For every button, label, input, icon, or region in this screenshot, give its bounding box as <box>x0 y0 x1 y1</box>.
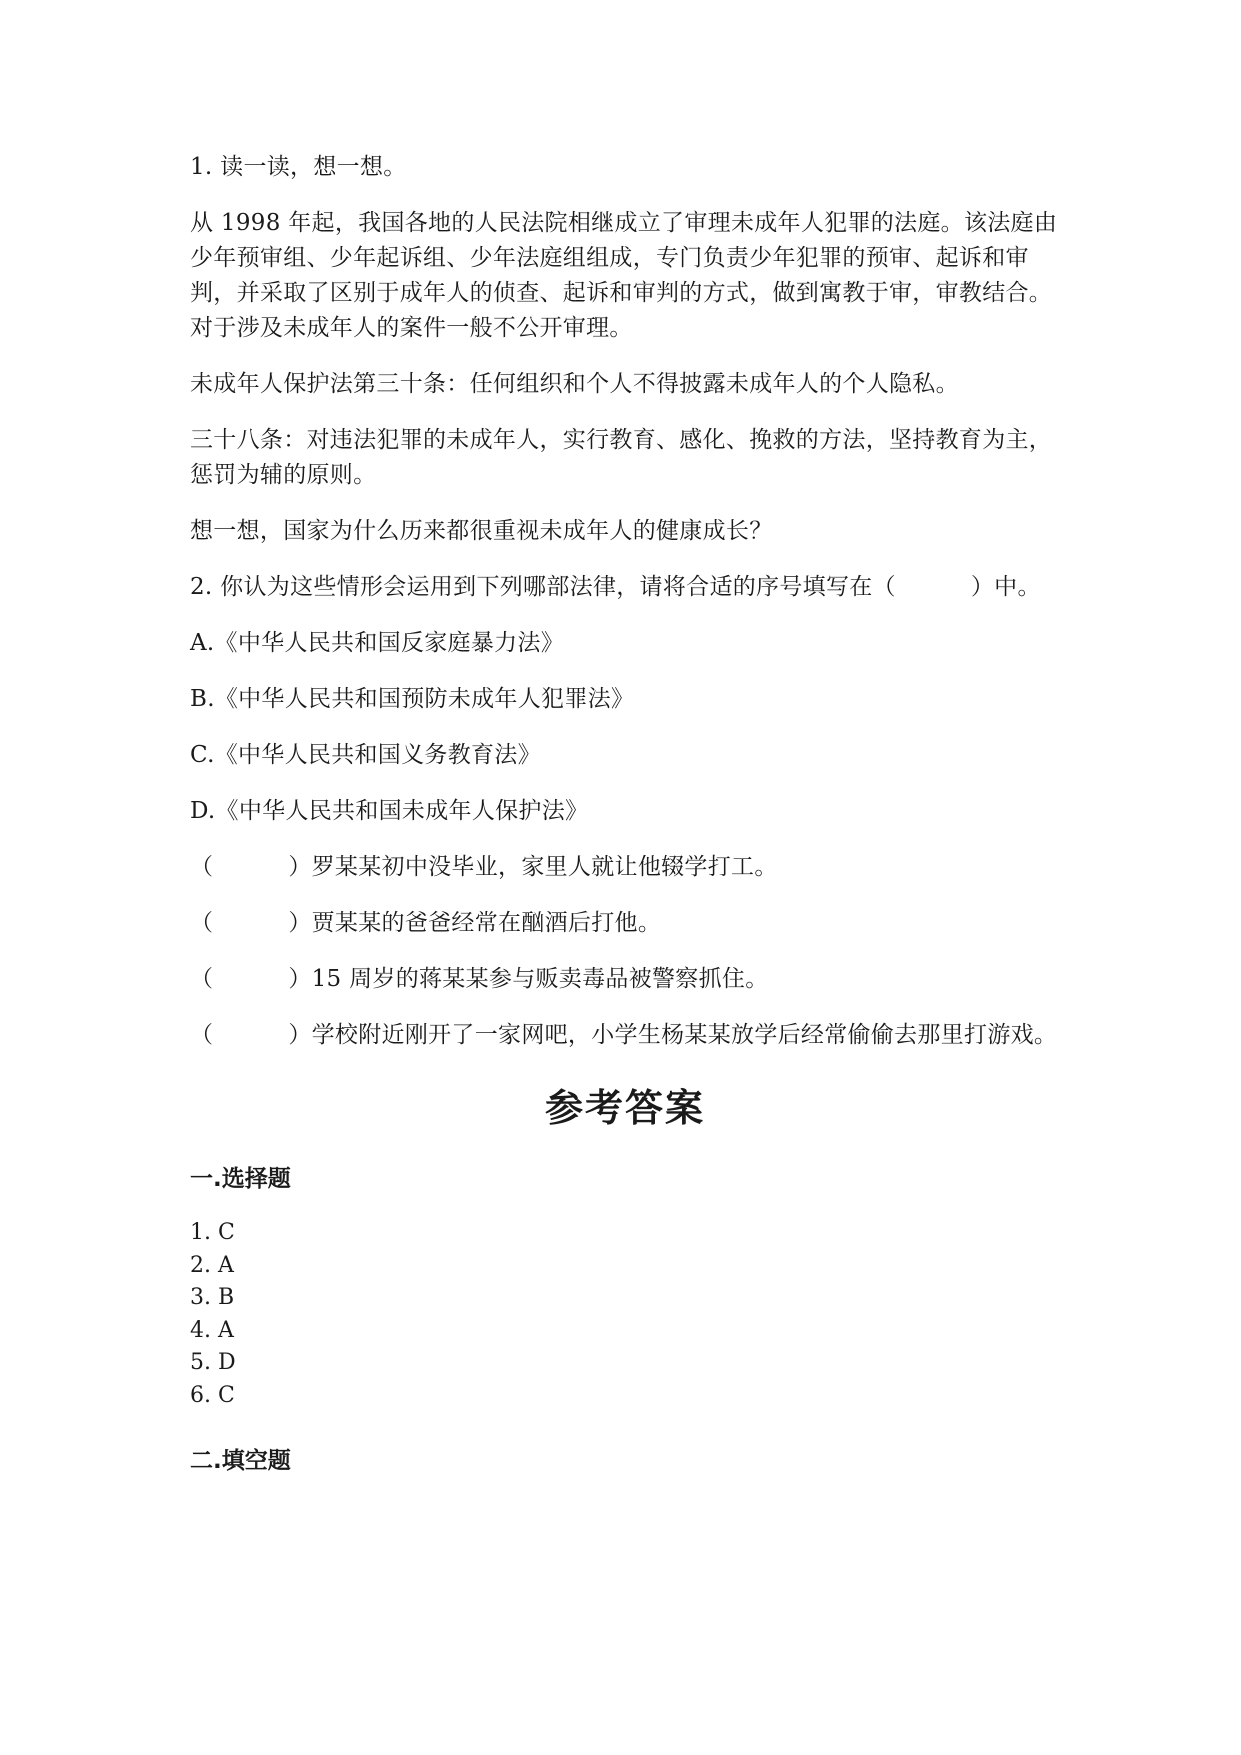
q1-title: 1. 读一读，想一想。 <box>190 154 407 180</box>
situation-text: 罗某某初中没毕业，家里人就让他辍学打工。 <box>311 854 778 880</box>
list-item: 6. C <box>190 1382 235 1408</box>
choice-answer-list <box>190 1217 1060 1412</box>
document-page <box>190 150 1060 1499</box>
q1-paragraph-3: 三十八条：对违法犯罪的未成年人，实行教育、感化、挽救的方法，坚持教育为主，惩罚为辅的原则。 <box>190 427 1053 488</box>
close-paren: ） <box>288 1022 312 1048</box>
situation-1 <box>190 850 1060 885</box>
list-item: 2. A <box>190 1252 234 1278</box>
q1-paragraph-4: 想一想，国家为什么历来都很重视未成年人的健康成长？ <box>190 518 773 544</box>
situation-2 <box>190 906 1060 941</box>
section-choice-heading: 一.选择题 <box>190 1166 291 1192</box>
option-a: A.《中华人民共和国反家庭暴力法》 <box>190 630 565 656</box>
list-item: 4. A <box>190 1317 234 1343</box>
option-c: C.《中华人民共和国义务教育法》 <box>190 742 541 768</box>
list-item: 3. B <box>190 1285 235 1310</box>
list-item: 5. D <box>190 1350 236 1375</box>
q2-title <box>190 570 1060 605</box>
close-paren: ） <box>288 966 312 992</box>
situation-text: 贾某某的爸爸经常在酗酒后打他。 <box>311 910 662 936</box>
q2-title-part2: ）中。 <box>970 574 1041 600</box>
open-paren: （ <box>190 1022 214 1048</box>
open-paren: （ <box>190 966 214 992</box>
situation-4 <box>190 1018 1060 1053</box>
situation-text: 学校附近刚开了一家网吧，小学生杨某某放学后经常偷偷去那里打游戏。 <box>311 1022 1058 1048</box>
situation-text: 15 周岁的蒋某某参与贩卖毒品被警察抓住。 <box>311 966 769 992</box>
situation-3 <box>190 962 1060 997</box>
open-paren: （ <box>190 854 214 880</box>
q1-paragraph-1: 从 1998 年起，我国各地的人民法院相继成立了审理未成年人犯罪的法庭。该法庭由少年预审组、少年起诉组、少年法庭组组成，专门负责少年犯罪的预审、起诉和审判，并采取了区别于成年人的侦查、起诉和审判的方式，做到寓教于审，审教结合。对于涉及未成年人的案件一般不公开审理。 <box>190 210 1058 341</box>
close-paren: ） <box>288 854 312 880</box>
option-d: D.《中华人民共和国未成年人保护法》 <box>190 798 589 824</box>
list-item: 1. C <box>190 1220 235 1245</box>
option-b: B.《中华人民共和国预防未成年人犯罪法》 <box>190 686 635 712</box>
open-paren: （ <box>190 910 214 936</box>
section-fill-heading: 二.填空题 <box>190 1448 291 1474</box>
answer-key-title: 参考答案 <box>544 1086 705 1130</box>
q1-paragraph-2: 未成年人保护法第三十条：任何组织和个人不得披露未成年人的个人隐私。 <box>190 371 959 397</box>
close-paren: ） <box>288 910 312 936</box>
q2-title-part1: 2. 你认为这些情形会运用到下列哪部法律，请将合适的序号填写在（ <box>190 574 896 600</box>
